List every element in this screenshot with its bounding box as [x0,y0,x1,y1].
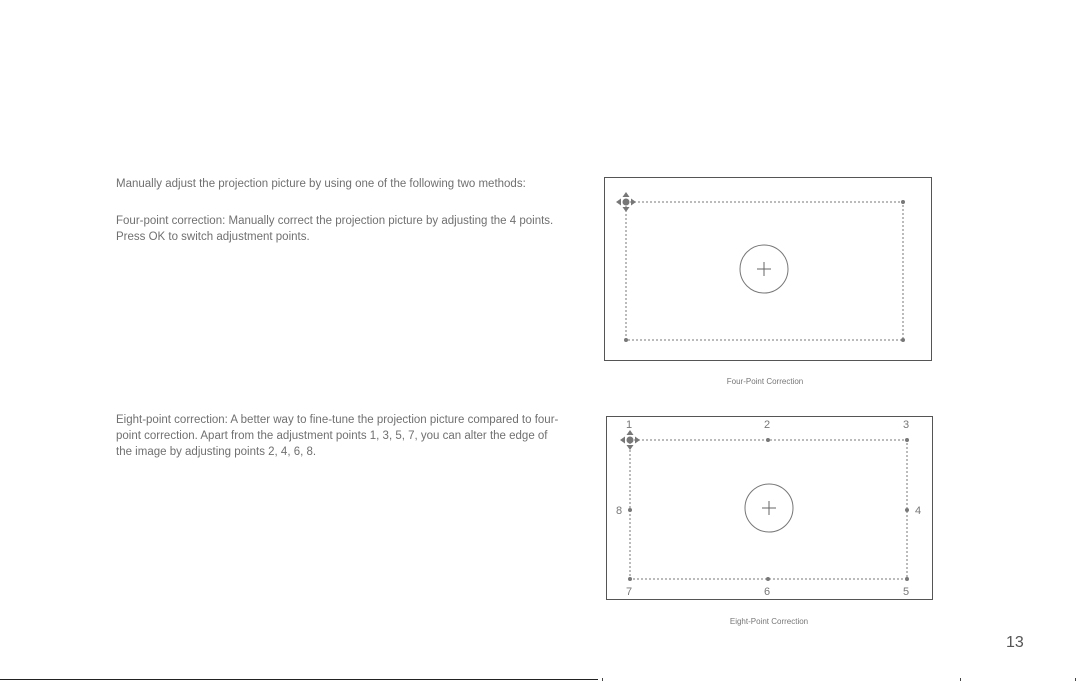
eight-point-caption: Eight-Point Correction [729,617,809,626]
point-label-4: 4 [915,505,922,517]
point-label-6: 6 [764,586,771,598]
point-label-1: 1 [626,419,633,431]
eight-point-figure [606,416,933,600]
point-label-2: 2 [764,419,771,431]
four-point-figure [604,177,932,361]
center-crosshair-icon [745,484,793,532]
move-cursor-icon [620,430,640,450]
move-cursor-icon [616,192,636,212]
eight-point-description: Eight-point correction: A better way to fine-tune the projection picture compared to four-point correction. Apart from the adjustment points 1, 3, 5, 7, you can alter the edge of the image by adjusting points 2, 4, 6, 8. [116,414,559,458]
point-label-7: 7 [626,586,633,598]
four-point-description: Four-point correction: Manually correct the projection picture by adjusting the 4 points. Press OK to switch adjustment points. [116,215,554,243]
intro-text: Manually adjust the projection picture by using one of the following two methods: [116,178,526,190]
point-label-8: 8 [616,505,623,517]
center-crosshair-icon [740,245,788,293]
four-point-caption: Four-Point Correction [726,377,804,386]
footer-rule [0,679,598,680]
point-label-3: 3 [903,419,910,431]
point-label-5: 5 [903,586,910,598]
page-number: 13 [1006,634,1024,651]
